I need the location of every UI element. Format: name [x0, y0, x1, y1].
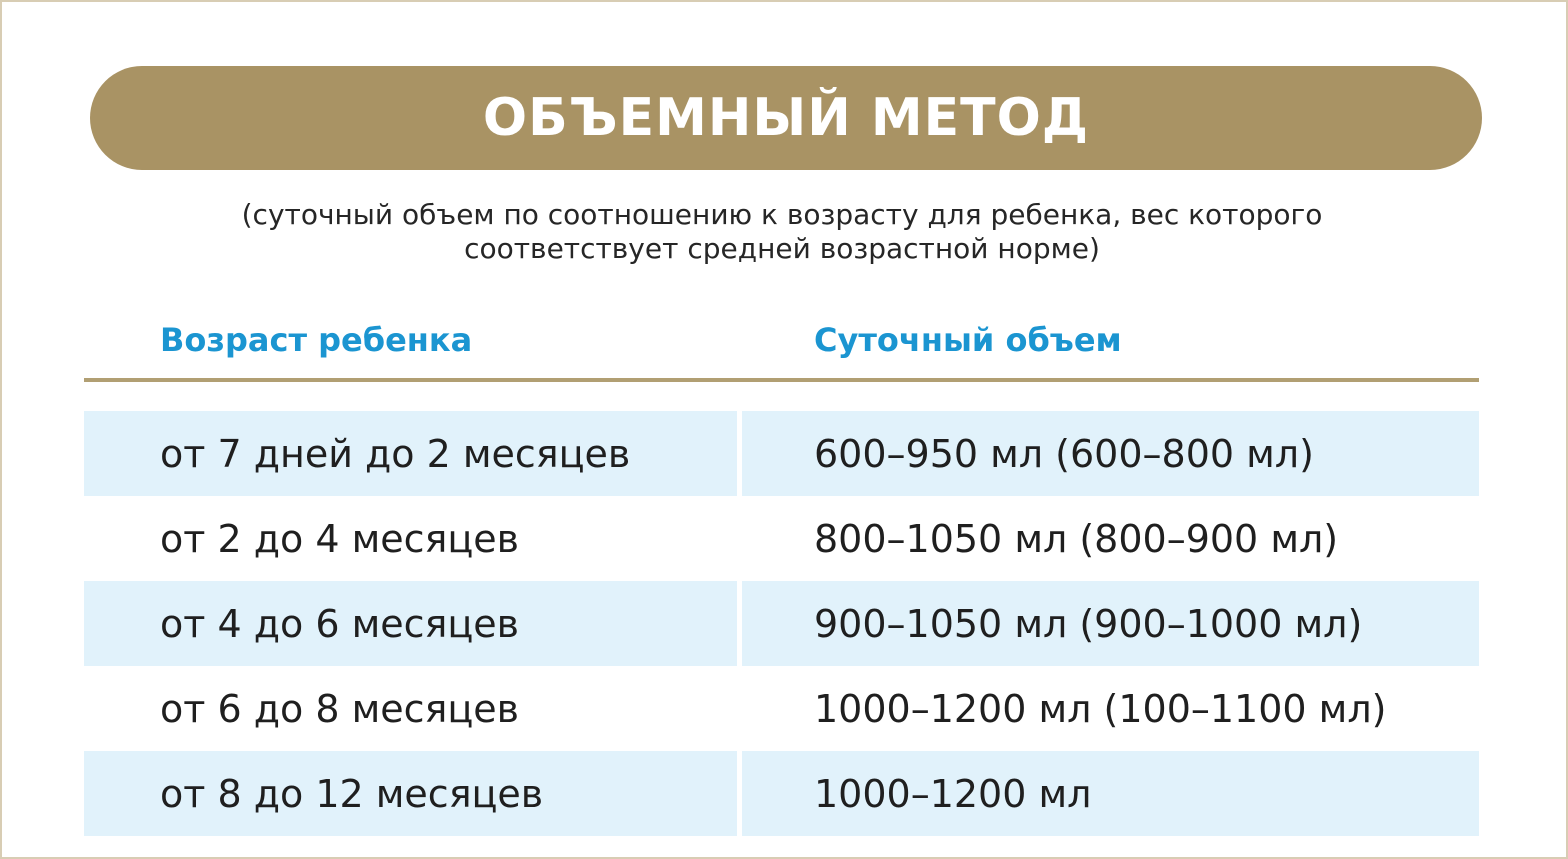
- age-cell: от 8 до 12 месяцев: [84, 751, 737, 836]
- table-row: [84, 496, 1479, 581]
- column-header-volume: Суточный объем: [814, 321, 1122, 359]
- age-cell: от 2 до 4 месяцев: [160, 516, 520, 561]
- page-title: ОБЪЕМНЫЙ МЕТОД: [482, 88, 1090, 148]
- volume-cell: 800–1050 мл (800–900 мл): [814, 516, 1339, 561]
- table-row: [84, 581, 1479, 666]
- header-divider: [84, 378, 1479, 382]
- subtitle-line-2: соответствует средней возрастной норме): [464, 232, 1100, 265]
- table-row: [84, 411, 1479, 496]
- volume-cell: 1000–1200 мл: [742, 751, 1479, 836]
- volume-cell: 1000–1200 мл (100–1100 мл): [814, 686, 1387, 731]
- age-cell: от 6 до 8 месяцев: [160, 686, 520, 731]
- table-row: [84, 666, 1479, 751]
- column-header-age: Возраст ребенка: [160, 321, 473, 359]
- volume-cell: 900–1050 мл (900–1000 мл): [742, 581, 1479, 666]
- table-row: [84, 751, 1479, 836]
- title-banner: [90, 66, 1482, 170]
- subtitle: [84, 198, 1480, 266]
- age-cell: от 4 до 6 месяцев: [84, 581, 737, 666]
- volume-table: [84, 411, 1479, 836]
- subtitle-line-1: (суточный объем по соотношению к возрасту для ребенка, вес которого: [241, 198, 1323, 231]
- age-cell: от 7 дней до 2 месяцев: [84, 411, 737, 496]
- volume-cell: 600–950 мл (600–800 мл): [742, 411, 1479, 496]
